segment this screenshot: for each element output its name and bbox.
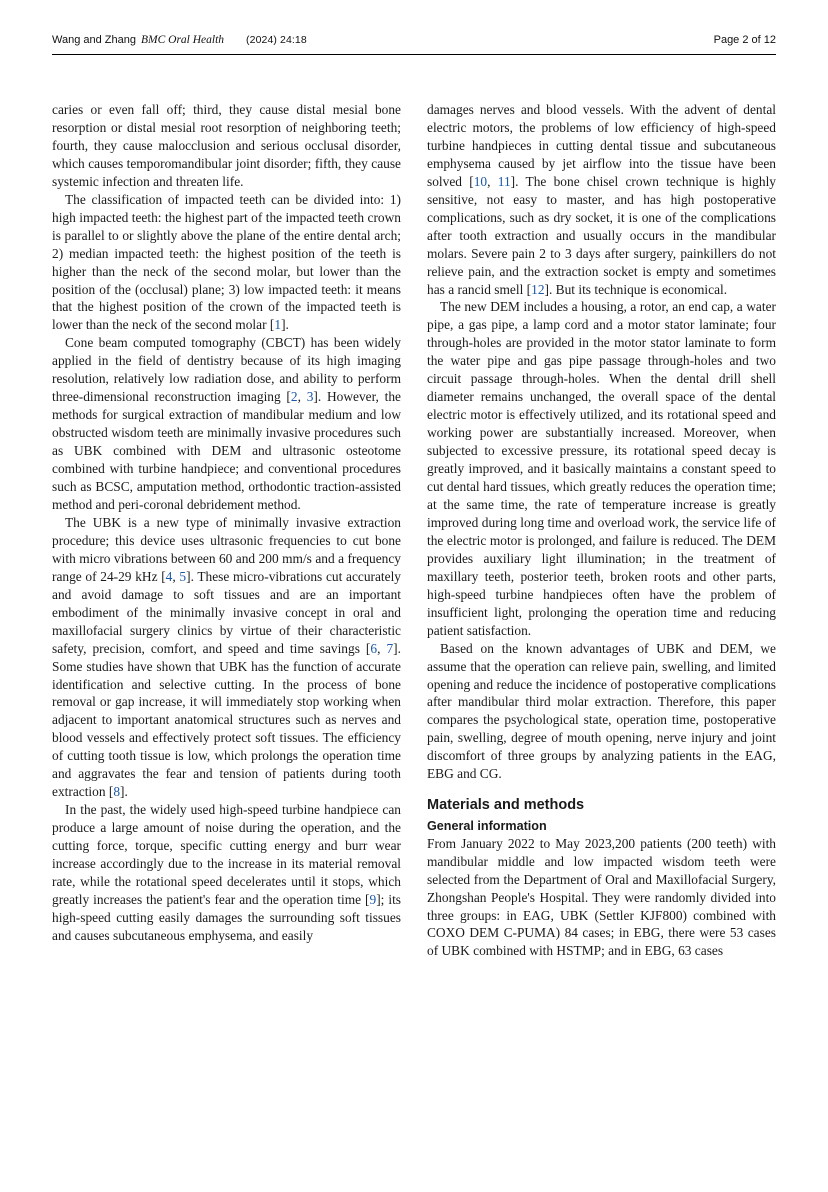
citation-link[interactable]: 5 bbox=[179, 568, 187, 584]
text-run: , bbox=[377, 640, 387, 656]
text-run: mm/s and a frequency range of 24-29 bbox=[52, 550, 402, 584]
citation-link[interactable]: 4 bbox=[165, 568, 173, 584]
running-head-left bbox=[52, 34, 714, 46]
paragraph bbox=[427, 298, 776, 639]
citation-link[interactable]: 8 bbox=[113, 784, 121, 800]
paragraph bbox=[52, 801, 401, 945]
text-run: The new DEM includes a housing, a rotor, an end cap, a water pipe, a gas pipe, a lamp cord and a motor stator laminate; four through-holes are provided in the motor stator laminate to form the water pipe and gas pipe passage through-holes and two circuit passage through-holes. When the dental drill shell diameter remains unchanged, the overall space of the dental electric motor is effectively utilized, and its rotational speed and working power are substantially increased. Moreover, when subjected to excessive pressure, its rotational speed decay is greatly improved, and it basically maintains a constant speed to cut dental hard tissues, which greatly reduces the operation time; at the same time, the rate of temperature increase is greatly improved during long time and overload work, the service life of the electric motor is prolonged, and failure is reduced. The DEM provides auxiliary light illumination; in the treatment of maxillary teeth, posterior teeth, broken roots and other parts, high-speed turbine handpieces often have the problem of insufficient light, prolonging the operation time and reducing patient satisfaction. bbox=[427, 299, 776, 638]
text-run: Based on the known advantages of UBK and DEM, we assume that the operation can relieve pain, swelling, and limited opening and reduce the incidence of postoperative complications after mandibular third molar extraction. Therefore, this paper compares the psychological state, operation time, postoperative pain, swelling, degree of mouth opening, nerve injury and joint discomfort of three groups by analyzing patients in the EAG, EBG and CG. bbox=[427, 640, 776, 782]
text-run: , bbox=[297, 389, 307, 405]
section-heading: Materials and methods bbox=[427, 797, 585, 814]
text-run: , bbox=[487, 173, 498, 189]
text-run: ]. These micro-vibrations cut accurately and avoid damage to soft tissues and are an important embodiment of the minimally invasive concept in oral and maxillofacial surgery clinics by virtue of their characteristic safety, precision, comfort, and speed and time savings [ bbox=[52, 568, 402, 656]
paragraph bbox=[52, 334, 401, 514]
citation-link[interactable]: 6 bbox=[370, 640, 378, 656]
paragraph bbox=[427, 640, 776, 784]
left-column bbox=[52, 101, 401, 960]
paragraph bbox=[427, 835, 776, 961]
citation-link[interactable]: 9 bbox=[369, 891, 377, 907]
text-run: ]; its high-speed cutting easily damages the surrounding soft tissues and causes subcutaneous emphysema, and easily bbox=[52, 891, 401, 943]
text-run: caries or even fall off; third, they cause distal mesial bone resorption or distal mesial root resorption of neighboring teeth; fourth, they cause malocclusion and serious occlusal disorder, which causes temporomandibular joint disorder; fifth, they cause systemic infection and threaten life. bbox=[52, 102, 401, 189]
running-head-journal: BMC Oral Health bbox=[140, 34, 225, 46]
paragraph bbox=[52, 514, 401, 801]
paragraph bbox=[52, 101, 401, 191]
citation-link[interactable]: 11 bbox=[497, 173, 511, 189]
text-run: In the past, the widely used high-speed turbine handpiece can produce a large amount of noise during the operation, and the cutting force, torque, specific cutting energy and burr wear increase accordingly due to the increase in its material removal rate, while the rotational speed decelerates until it stops, which greatly increases the patient's fear and the operation time [ bbox=[52, 802, 401, 907]
header-rule bbox=[52, 54, 776, 55]
text-run: ]. However, the methods for surgical extraction of mandibular medium and low obstructed wisdom teeth are minimally invasive procedures such as UBK combined with DEM and ultrasonic osteotome combined with turbine handpiece; and conventional procedures such as BCSC, amputation method, orthodontic traction-assisted method and peri-coronal debridement method. bbox=[52, 389, 401, 512]
running-head bbox=[52, 34, 776, 50]
citation-link[interactable]: 1 bbox=[274, 317, 282, 333]
page-number: Page 2 of 12 bbox=[713, 34, 776, 46]
right-column bbox=[427, 101, 776, 960]
subsection-heading: General information bbox=[427, 818, 547, 833]
citation-link[interactable]: 10 bbox=[473, 173, 488, 189]
text-run: , bbox=[172, 568, 180, 584]
paragraph bbox=[52, 191, 401, 335]
text-run: Cone beam computed tomography (CBCT) has been widely applied in the field of dentistry because of its high imaging resolution, relatively low radiation dose, and ability to perform three-dimensional reconstruction imaging [ bbox=[52, 335, 401, 405]
text-run: ]. The bone chisel crown technique is highly sensitive, not easy to master, and has high postoperative complications, such as dry socket, it is one of the complications after tooth extraction and usually occurs in the mandibular molars. Severe pain 2 to 3 bbox=[427, 173, 776, 261]
running-head-authors: Wang and Zhang bbox=[52, 34, 136, 46]
text-run: damages nerves and blood vessels. With the advent of dental electric motors, the problems of low efficiency of high-speed turbine handpieces in cutting dental tissue and subcutaneous emphysema caused by jet airflow into the tissue have been solved [ bbox=[427, 102, 776, 189]
body-columns bbox=[52, 101, 776, 960]
citation-link[interactable]: 12 bbox=[531, 281, 545, 297]
running-head-volume: (2024) 24:18 bbox=[246, 34, 307, 46]
text-run: The UBK is a new type of minimally invasive extraction procedure; this device uses ultrasonic frequencies to cut bone with micro vibrations between 60 and 200 bbox=[52, 514, 401, 566]
citation-link[interactable]: 7 bbox=[386, 640, 394, 656]
paragraph bbox=[427, 101, 776, 298]
citation-link[interactable]: 2 bbox=[290, 389, 298, 405]
text-run: ]. But its technique is economical. bbox=[544, 281, 728, 297]
text-run: days after surgery, painkillers do not relieve pain, and the extraction socket is empty and sometimes has a rancid smell [ bbox=[427, 245, 776, 297]
text-run: kHz [ bbox=[131, 568, 166, 584]
text-run: ]. bbox=[120, 784, 128, 800]
text-run: ]. Some studies have shown that UBK has the function of accurate identification and selective cutting. In the process of bone removal or gap increase, it will immediately stop working when adjacent to important anatomical structures such as nerves and blood vessels and effectively protect soft tissues. The efficiency of cutting tooth tissue is low, which prolongs the operation time and aggravates the fear and tension of patients during tooth extraction [ bbox=[52, 640, 401, 800]
text-run: From January 2022 to May 2023,200 patients (200 teeth) with mandibular middle and low impacted wisdom teeth were selected from the Department of Oral and Maxillofacial Surgery, Zhongshan People's Hospital. They were randomly divided into three groups: in EAG, UBK (Settler KJF800) combined with COXO DEM C-PUMA) 84 cases; in EBG, there were 53 cases of UBK combined with HSTMP; and in EBG, 63 cases bbox=[427, 835, 776, 959]
citation-link[interactable]: 3 bbox=[306, 389, 314, 405]
text-run: ]. bbox=[281, 317, 289, 333]
text-run: The classification of impacted teeth can be divided into: 1) high impacted teeth: the highest part of the impacted teeth crown is parallel to or slightly above the plane of the entire dental arch; 2) median impacted teeth: the highest position of the teeth is higher than the neck of the second molar, but lower than the position of the (occlusal) plane; 3) low impacted teeth: it means that the highest position of the crown of the impacted teeth is lower than the neck of the second molar [ bbox=[52, 191, 401, 333]
